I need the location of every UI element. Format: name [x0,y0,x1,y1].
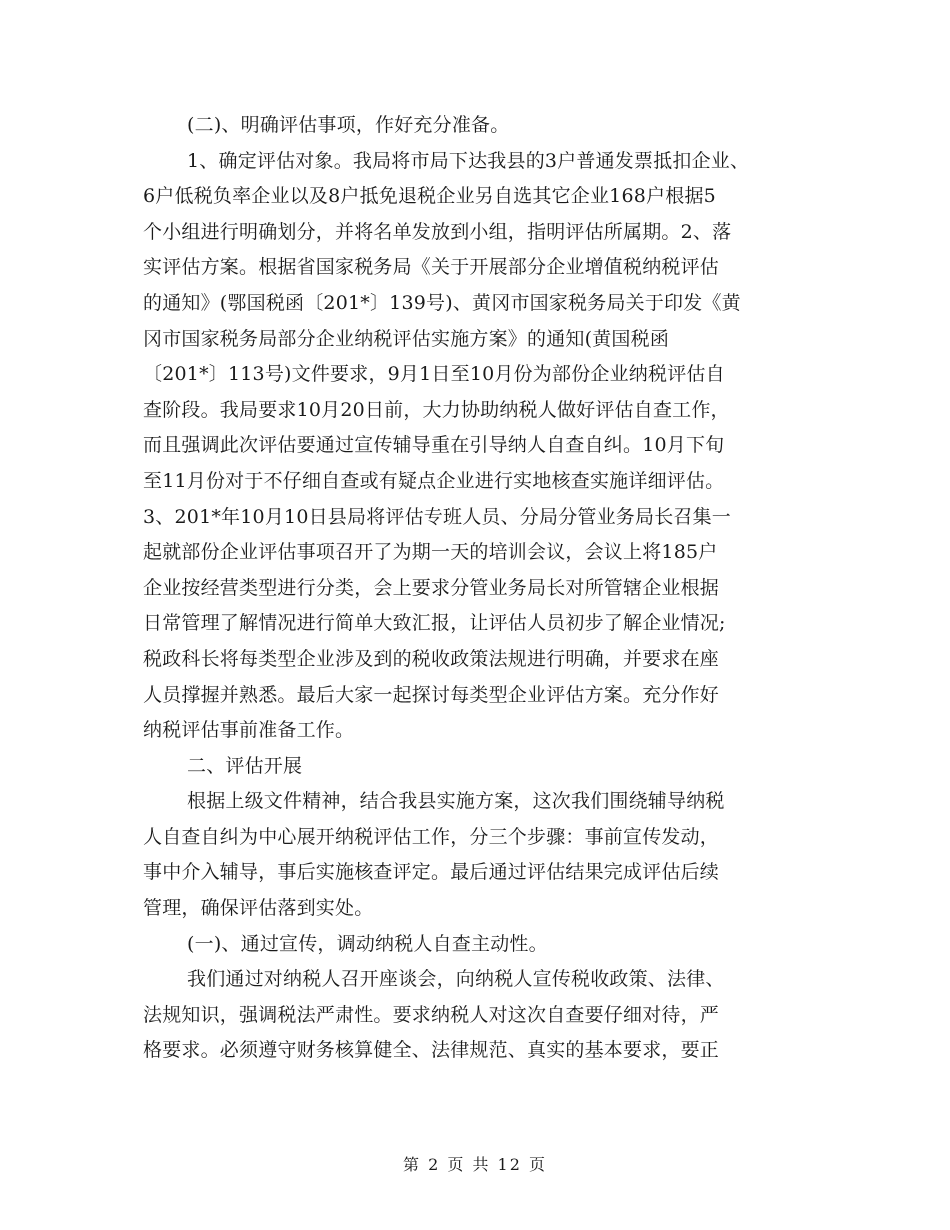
text-line: (一)、通过宣传，调动纳税人自查主动性。 [187,932,548,955]
text-line: 人员撑握并熟悉。最后大家一起探讨每类型企业评估方案。充分作好 [143,683,720,706]
text-line: 我们通过对纳税人召开座谈会，向纳税人宣传税收政策、法律、 [187,968,725,991]
text-line: (二)、明确评估事项，作好充分准备。 [187,114,510,136]
document-body [143,108,808,1069]
text-line: 税政科长将每类型企业涉及到的税收政策法规进行明确，并要求在座 [143,647,720,670]
text-line: 个小组进行明确划分，并将名单发放到小组，指明评估所属期。2、落 [143,220,732,243]
text-line: 1、确定评估对象。我局将市局下达我县的3户普通发票抵扣企业、 [187,149,750,172]
text-line: 实评估方案。根据省国家税务局《关于开展部分企业增值税纳税评估 [143,256,720,279]
text-line: 人自查自纠为中心展开纳税评估工作，分三个步骤：事前宣传发动， [143,825,720,848]
text-line: 纳税评估事前准备工作。 [143,719,355,742]
text-line: 法规知识，强调税法严肃性。要求纳税人对这次自查要仔细对待，严 [143,1003,720,1026]
text-line: 3、201*年10月10日县局将评估专班人员、分局分管业务局长召集一 [143,505,732,528]
text-line: 管理，确保评估落到实处。 [143,897,374,920]
text-line: 而且强调此次评估要通过宣传辅导重在引导纳人自查自纠。10月下旬 [143,434,725,457]
page-footer: 第 2 页 共 12 页 [403,1155,547,1174]
text-line: 二、评估开展 [187,754,303,777]
text-line: 的通知》(鄂国税函〔201*〕139号)、黄冈市国家税务局关于印发《黄 [143,291,741,314]
text-line: 企业按经营类型进行分类，会上要求分管业务局长对所管辖企业根据 [143,576,720,599]
text-line: 格要求。必须遵守财务核算健全、法律规范、真实的基本要求，要正 [143,1039,720,1062]
text-line: 〔201*〕113号)文件要求，9月1日至10月份为部份企业纳税评估自 [143,363,725,386]
text-line: 查阶段。我局要求10月20日前，大力协助纳税人做好评估自查工作， [143,398,730,421]
text-line: 6户低税负率企业以及8户抵免退税企业另自选其它企业168户根据5 [143,185,716,208]
text-line: 冈市国家税务局部分企业纳税评估实施方案》的通知(黄国税函 [143,327,670,350]
text-line: 起就部份企业评估事项召开了为期一天的培训会议，会议上将185户 [143,541,718,564]
text-line: 根据上级文件精神，结合我县实施方案，这次我们围绕辅导纳税 [187,790,725,813]
text-line: 至11月份对于不仔细自查或有疑点企业进行实地核查实施详细评估。 [143,469,725,492]
text-line: 日常管理了解情况进行简单大致汇报，让评估人员初步了解企业情况; [143,612,726,635]
text-line: 事中介入辅导，事后实施核查评定。最后通过评估结果完成评估后续 [143,861,720,884]
